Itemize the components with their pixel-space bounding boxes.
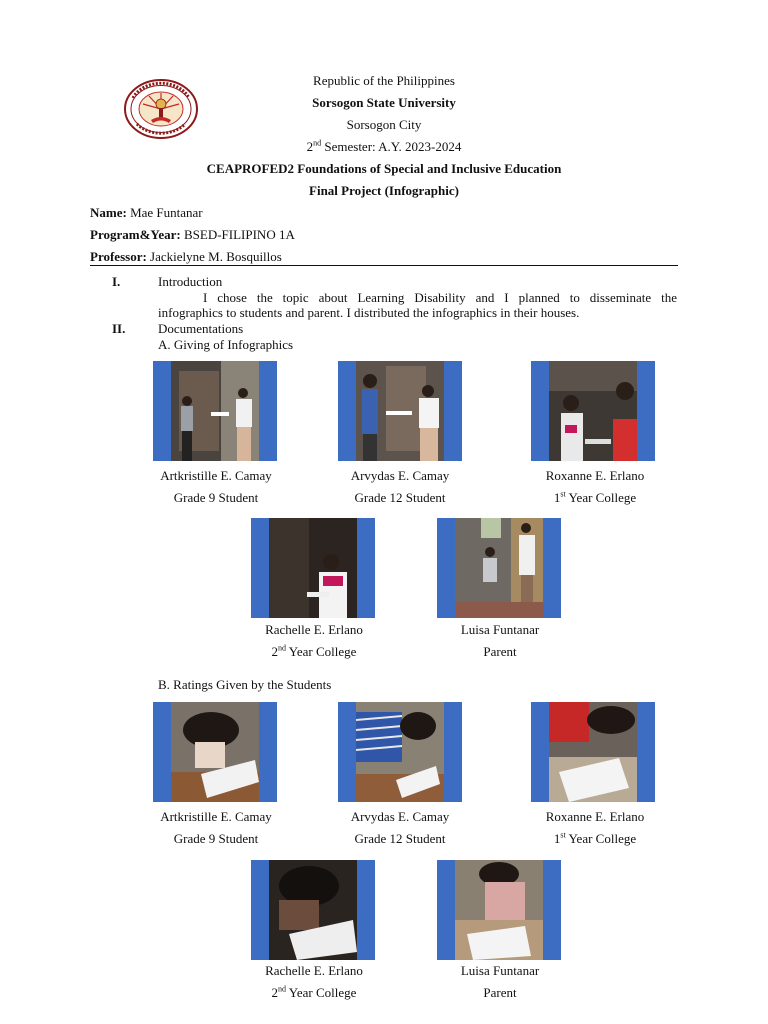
- photo-a-2-image: [356, 361, 444, 461]
- photo-b-5: [437, 860, 561, 960]
- subsection-a-title: A. Giving of Infographics: [158, 337, 294, 352]
- caption-b-5-name: Luisa Funtanar: [460, 963, 540, 978]
- photo-a-3: [531, 361, 655, 461]
- caption-a-4-role: 2nd Year College: [271, 643, 357, 659]
- header-course: CEAPROFED2 Foundations of Special and Inclusive Education: [206, 161, 562, 176]
- photo-a-1-image: [171, 361, 259, 461]
- caption-b-4-role: 2nd Year College: [271, 984, 357, 1000]
- photo-b-3-image: [549, 702, 637, 802]
- caption-a-4-name: Rachelle E. Erlano: [265, 622, 363, 637]
- photo-a-5-image: [455, 518, 543, 618]
- photo-b-5-image: [455, 860, 543, 960]
- caption-a-1-role: Grade 9 Student: [173, 490, 259, 505]
- photo-b-1: [153, 702, 277, 802]
- caption-b-2-name: Arvydas E. Camay: [350, 809, 450, 824]
- caption-b-1-role: Grade 9 Student: [173, 831, 259, 846]
- section-1-title: Introduction: [158, 274, 223, 289]
- caption-b-1-name: Artkristille E. Camay: [160, 809, 272, 824]
- caption-b-3-role: 1st Year College: [553, 830, 637, 846]
- caption-b-4-name: Rachelle E. Erlano: [265, 963, 363, 978]
- header-project: Final Project (Infographic): [309, 183, 459, 198]
- intro-line-2: infographics to students and parent. I distributed the infographics in their houses.: [158, 305, 580, 320]
- photo-a-4: [251, 518, 375, 618]
- caption-a-3-role: 1st Year College: [553, 489, 637, 505]
- caption-a-1-name: Artkristille E. Camay: [160, 468, 272, 483]
- intro-line-1: I chose the topic about Learning Disability and I planned to disseminate the: [203, 290, 677, 305]
- photo-b-2-image: [356, 702, 444, 802]
- photo-b-4: [251, 860, 375, 960]
- info-name: Name: Mae Funtanar: [90, 205, 203, 220]
- section-1-number: I.: [112, 274, 121, 289]
- divider-line: [90, 265, 678, 266]
- header-city: Sorsogon City: [346, 117, 422, 132]
- photo-a-4-image: [269, 518, 357, 618]
- caption-a-2-name: Arvydas E. Camay: [350, 468, 450, 483]
- caption-a-5-name: Luisa Funtanar: [460, 622, 540, 637]
- subsection-b-title: B. Ratings Given by the Students: [158, 677, 332, 692]
- caption-a-5-role: Parent: [483, 644, 517, 659]
- section-2-number: II.: [112, 321, 126, 336]
- photo-a-5: [437, 518, 561, 618]
- photo-a-2: [338, 361, 462, 461]
- photo-b-2: [338, 702, 462, 802]
- photo-b-4-image: [269, 860, 357, 960]
- caption-b-5-role: Parent: [483, 985, 517, 1000]
- caption-b-2-role: Grade 12 Student: [354, 831, 446, 846]
- section-2-title: Documentations: [158, 321, 244, 336]
- header-semester: 2nd Semester: A.Y. 2023-2024: [306, 138, 462, 154]
- caption-b-3-name: Roxanne E. Erlano: [545, 809, 645, 824]
- header-republic: Republic of the Philippines: [313, 73, 455, 88]
- photo-b-3: [531, 702, 655, 802]
- info-program: Program&Year: BSED-FILIPINO 1A: [90, 227, 295, 242]
- photo-a-3-image: [549, 361, 637, 461]
- header-university: Sorsogon State University: [312, 95, 456, 110]
- caption-a-2-role: Grade 12 Student: [354, 490, 446, 505]
- info-professor: Professor: Jackielyne M. Bosquillos: [90, 249, 282, 264]
- caption-a-3-name: Roxanne E. Erlano: [545, 468, 645, 483]
- photo-b-1-image: [171, 702, 259, 802]
- photo-a-1: [153, 361, 277, 461]
